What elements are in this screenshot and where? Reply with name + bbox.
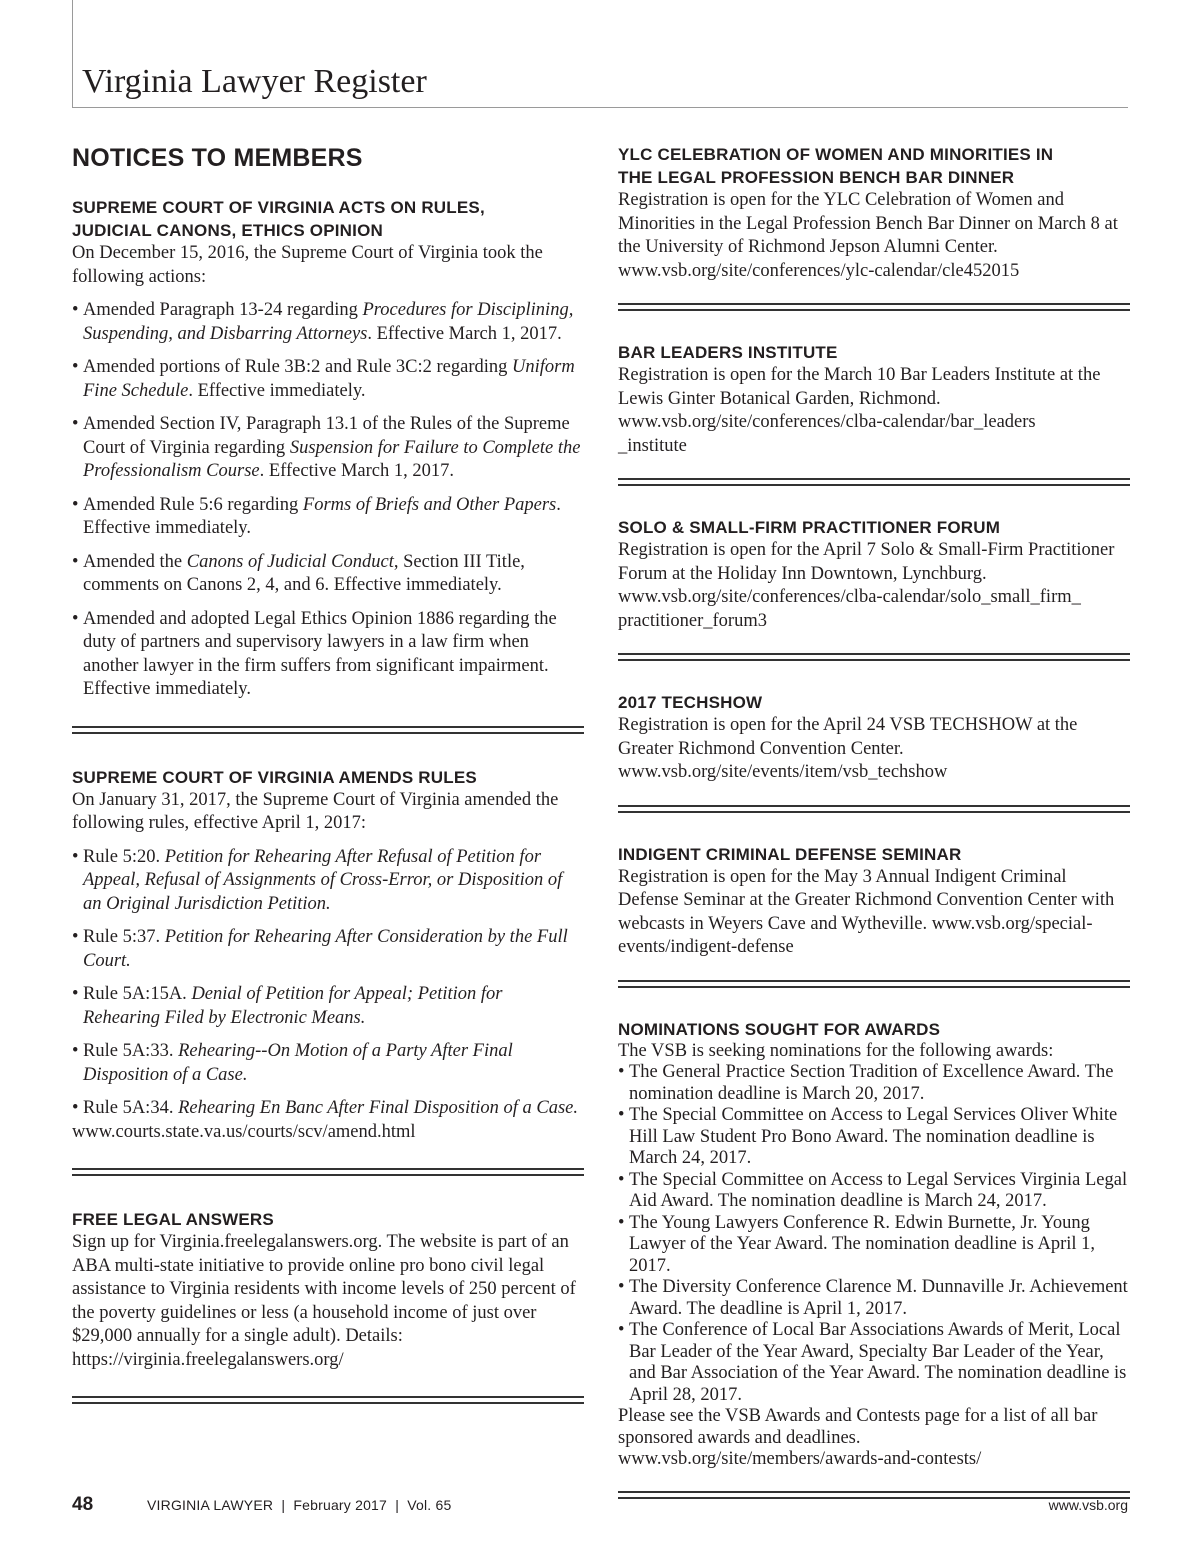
courts-link[interactable]: www.courts.state.va.us/courts/scv/amend.html <box>72 1121 416 1142</box>
bullet-glyph: • <box>618 1169 625 1190</box>
section-divider <box>618 653 1130 661</box>
section-body: Registration is open for the YLC Celebration of Women and Minorities in the Legal Profession Bench Bar Dinner on March 8 at the University of Richmond Jepson Alumni Center. <box>618 190 1118 257</box>
page-number: 48 <box>72 1494 94 1515</box>
bullet-glyph: • <box>72 608 79 629</box>
section-divider <box>72 726 584 734</box>
bullet-glyph: • <box>72 846 79 867</box>
section-divider <box>618 980 1130 988</box>
section-title-line1: SUPREME COURT OF VIRGINIA ACTS ON RULES, <box>72 198 485 217</box>
techshow-link[interactable]: www.vsb.org/site/events/item/vsb_techshow <box>618 762 948 782</box>
section-intro: On January 31, 2017, the Supreme Court of Virginia amended the following rules, effective April 1, 2017: <box>72 789 559 833</box>
notice-free-legal-answers <box>72 1208 584 1372</box>
section-divider <box>618 303 1130 311</box>
notice-solo-forum <box>618 516 1130 633</box>
bullet-glyph: • <box>72 357 79 377</box>
section-divider <box>618 478 1130 486</box>
list-item: • The General Practice Section Tradition of Excellence Award. The nomination deadline is March 20, 2017. <box>618 1062 1114 1104</box>
bullet-glyph: • <box>618 1320 625 1340</box>
list-item: • Amended Paragraph 13-24 regarding Procedures for Disciplining, Suspending, and Disbarring Attorneys. Effective March 1, 2017. <box>72 300 574 344</box>
section-title: NOMINATIONS SOUGHT FOR AWARDS <box>618 1019 941 1039</box>
list-item: • The Special Committee on Access to Legal Services Oliver White Hill Law Student Pro Bono Award. The nomination deadline is March 24, 2017. <box>618 1105 1118 1168</box>
notice-indigent-defense-seminar <box>618 843 1130 960</box>
notice-ylc-dinner <box>618 143 1130 283</box>
bullet-glyph: • <box>618 1105 625 1125</box>
section-title <box>618 143 1130 189</box>
bullet-glyph: • <box>618 1062 625 1082</box>
bullet-glyph: • <box>72 927 79 947</box>
list-item: • Amended portions of Rule 3B:2 and Rule 3C:2 regarding Uniform Fine Schedule. Effective immediately. <box>72 357 575 401</box>
bullet-glyph: • <box>72 984 79 1004</box>
list-item: • Rule 5:20. Petition for Rehearing After Refusal of Petition for Appeal, Refusal of Assignments of Cross-Error, or Disposition of an Original Jurisdiction Petition. <box>72 846 563 914</box>
section-title <box>72 196 584 242</box>
bullet-glyph: • <box>618 1277 625 1297</box>
section-body: Registration is open for the April 7 Solo & Small-Firm Practitioner Forum at the Holiday Inn Downtown, Lynchburg. <box>618 540 1115 584</box>
section-title: 2017 TECHSHOW <box>618 693 763 712</box>
list-item: • Rule 5:37. Petition for Rehearing After Consideration by the Full Court. <box>72 927 568 971</box>
awards-list <box>618 1062 1130 1406</box>
publication-info: VIRGINIA LAWYER | February 2017 | Vol. 65 <box>147 1497 452 1513</box>
section-title: INDIGENT CRIMINAL DEFENSE SEMINAR <box>618 844 962 864</box>
section-divider <box>618 805 1130 813</box>
section-title-line2: JUDICIAL CANONS, ETHICS OPINION <box>72 221 383 240</box>
bullet-glyph: • <box>72 300 79 320</box>
bullet-glyph: • <box>72 414 79 434</box>
list-item: • Rule 5A:33. Rehearing--On Motion of a Party After Final Disposition of a Case. <box>72 1041 513 1085</box>
bullet-glyph: • <box>72 551 79 572</box>
section-title-line1: YLC CELEBRATION OF WOMEN AND MINORITIES IN <box>618 145 1054 164</box>
right-column <box>618 143 1130 1529</box>
section-title: SOLO & SMALL-FIRM PRACTITIONER FORUM <box>618 518 1001 537</box>
list-item: • The Diversity Conference Clarence M. Dunnaville Jr. Achievement Award. The deadline is April 1, 2017. <box>618 1277 1128 1319</box>
bullet-glyph: • <box>72 1041 79 1061</box>
notice-bar-leaders-institute <box>618 341 1130 458</box>
register-title: Virginia Lawyer Register <box>82 63 427 100</box>
notice-award-nominations <box>618 1018 1130 1471</box>
list-item: • Rule 5A:15A. Denial of Petition for Appeal; Petition for Rehearing Filed by Electronic Means. <box>72 984 503 1028</box>
section-intro: The VSB is seeking nominations for the following awards: <box>618 1040 1054 1061</box>
list-item: • Amended Rule 5:6 regarding Forms of Briefs and Other Papers. Effective immediately. <box>72 494 561 538</box>
site-link[interactable]: www.vsb.org <box>1048 1497 1128 1513</box>
list-item: • Rule 5A:34. Rehearing En Banc After Final Disposition of a Case. <box>72 1097 584 1121</box>
header-horizontal-rule <box>72 107 1128 108</box>
bar-leaders-link[interactable]: www.vsb.org/site/conferences/clba-calendar/bar_leaders _institute <box>618 412 1036 456</box>
notice-scv-amends <box>72 766 584 1145</box>
list-item: • The Young Lawyers Conference R. Edwin Burnette, Jr. Young Lawyer of the Year Award. The nomination deadline is April 1, 2017. <box>618 1212 1096 1276</box>
bullet-glyph: • <box>618 1212 625 1233</box>
list-item: • The Special Committee on Access to Legal Services Virginia Legal Aid Award. The nomination deadline is March 24, 2017. <box>618 1169 1128 1211</box>
section-body: Sign up for Virginia.freelegalanswers.org. The website is part of an ABA multi-state initiative to provide online pro bono civil legal assistance to Virginia residents with income levels of 250 percent of the poverty guidelines or less (a household income of just over $29,000 annually for a single adult). Details: https://virginia.freelegalanswers.org/ <box>72 1232 576 1370</box>
bullet-glyph: • <box>72 1098 79 1118</box>
list-item: • Amended the Canons of Judicial Conduct, Section III Title, comments on Canons 2, 4, and 6. Effective immediately. <box>72 551 525 595</box>
section-body: Registration is open for the May 3 Annual Indigent Criminal Defense Seminar at the Greater Richmond Convention Center with webcasts in Weyers Cave and Wytheville. www.vsb.org/special-events/indigent-defense <box>618 866 1115 957</box>
section-intro: On December 15, 2016, the Supreme Court of Virginia took the following actions: <box>72 243 543 287</box>
page-footer <box>72 1494 1128 1518</box>
left-column <box>72 142 584 1436</box>
list-item: • Amended Section IV, Paragraph 13.1 of the Rules of the Supreme Court of Virginia regarding Suspension for Failure to Complete the Professionalism Course. Effective March 1, 2017. <box>72 414 581 481</box>
section-title: FREE LEGAL ANSWERS <box>72 1210 274 1229</box>
rule-list <box>72 846 584 1121</box>
section-title: BAR LEADERS INSTITUTE <box>618 343 838 362</box>
section-title: SUPREME COURT OF VIRGINIA AMENDS RULES <box>72 767 477 787</box>
bullet-glyph: • <box>72 494 79 515</box>
section-title-line2: THE LEGAL PROFESSION BENCH BAR DINNER <box>618 168 1015 187</box>
section-divider <box>72 1396 584 1404</box>
header-vertical-rule <box>72 0 73 108</box>
notice-techshow <box>618 691 1130 785</box>
action-list <box>72 299 584 702</box>
section-body: Registration is open for the April 24 VSB TECHSHOW at the Greater Richmond Convention Center. <box>618 715 1078 759</box>
solo-forum-link[interactable]: www.vsb.org/site/conferences/clba-calendar/solo_small_firm_ practitioner_forum3 <box>618 587 1081 631</box>
ylc-link[interactable]: www.vsb.org/site/conferences/ylc-calendar/cle452015 <box>618 260 1020 281</box>
section-divider <box>72 1168 584 1176</box>
awards-link[interactable]: www.vsb.org/site/members/awards-and-contests/ <box>618 1449 982 1469</box>
notice-scv-acts <box>72 196 584 702</box>
section-outro: Please see the VSB Awards and Contests page for a list of all bar sponsored awards and deadlines. <box>618 1406 1098 1448</box>
section-body: Registration is open for the March 10 Bar Leaders Institute at the Lewis Ginter Botanical Garden, Richmond. <box>618 365 1101 409</box>
page-heading: NOTICES TO MEMBERS <box>72 144 363 172</box>
list-item: • Amended and adopted Legal Ethics Opinion 1886 regarding the duty of partners and supervisory lawyers in a law firm when another lawyer in the firm suffers from significant impairment. Effective immediately. <box>72 608 557 699</box>
list-item: • The Conference of Local Bar Associations Awards of Merit, Local Bar Leader of the Year Award, Specialty Bar Leader of the Year, and Bar Association of the Year Award. The nomination deadline is April 28, 2017. <box>618 1320 1127 1405</box>
